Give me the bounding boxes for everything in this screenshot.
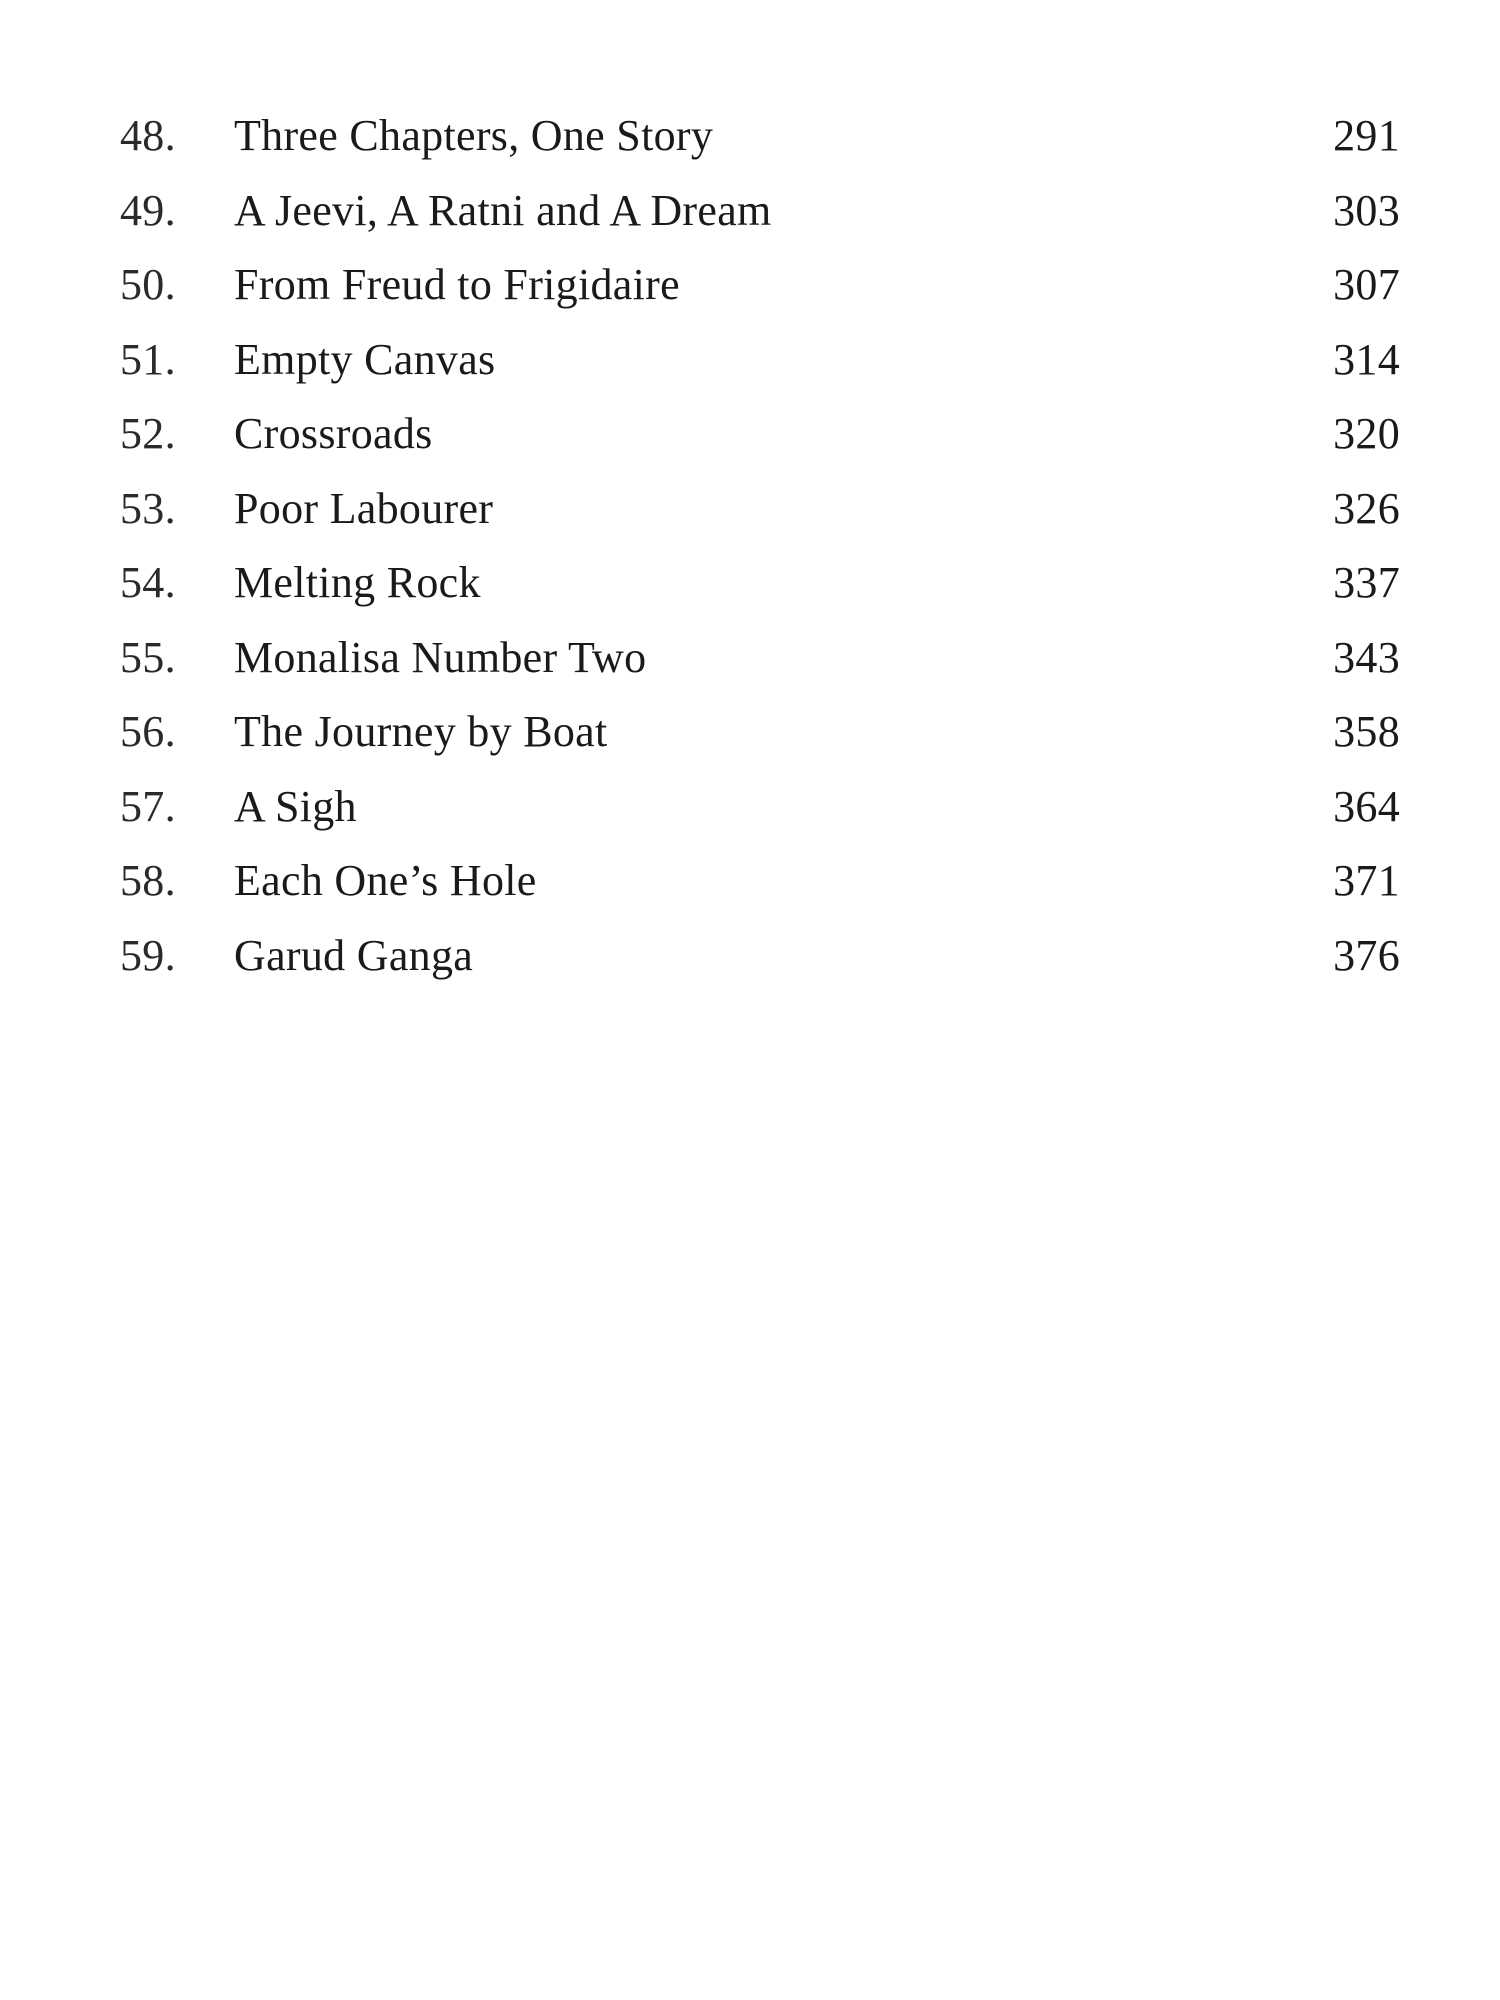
toc-entry [120, 334, 1400, 409]
toc-entry [120, 855, 1400, 930]
chapter-title: The Journey by Boat [234, 707, 608, 756]
page-number: 343 [1333, 632, 1400, 682]
chapter-title: Crossroads [234, 409, 433, 458]
chapter-number: 59. [120, 930, 176, 980]
page-number: 371 [1333, 856, 1400, 905]
chapter-number: 55. [120, 632, 176, 682]
chapter-title: A Sigh [234, 781, 357, 831]
chapter-number: 54. [120, 558, 176, 607]
page-number: 326 [1333, 483, 1400, 533]
toc-entry [120, 706, 1400, 781]
toc-entry [120, 185, 1400, 260]
page-number: 376 [1333, 930, 1400, 980]
page-number: 314 [1333, 334, 1400, 384]
page-number: 358 [1333, 707, 1400, 756]
chapter-number: 48. [120, 111, 176, 160]
chapter-title: Three Chapters, One Story [234, 111, 714, 160]
chapter-title: Garud Ganga [234, 930, 474, 980]
toc-entry [120, 557, 1400, 632]
chapter-title: From Freud to Frigidaire [234, 260, 680, 309]
chapter-title: Empty Canvas [234, 334, 496, 384]
table-of-contents [120, 110, 1400, 1004]
chapter-title: A Jeevi, A Ratni and A Dream [234, 185, 772, 235]
toc-entry [120, 483, 1400, 558]
toc-entry [120, 930, 1400, 1005]
chapter-title: Melting Rock [234, 558, 481, 607]
page-number: 291 [1333, 111, 1400, 160]
toc-entry [120, 110, 1400, 185]
page-number: 320 [1333, 409, 1400, 458]
toc-entry [120, 408, 1400, 483]
chapter-number: 56. [120, 707, 176, 756]
chapter-number: 53. [120, 483, 176, 533]
toc-entry [120, 259, 1400, 334]
chapter-number: 49. [120, 185, 176, 235]
toc-entry [120, 781, 1400, 856]
chapter-title: Poor Labourer [234, 483, 494, 533]
toc-entry [120, 632, 1400, 707]
page-number: 307 [1333, 260, 1400, 309]
chapter-number: 57. [120, 781, 176, 831]
chapter-number: 52. [120, 409, 176, 458]
chapter-number: 58. [120, 856, 176, 905]
page-number: 364 [1333, 781, 1400, 831]
page-number: 303 [1333, 185, 1400, 235]
chapter-number: 50. [120, 260, 176, 309]
page-number: 337 [1333, 558, 1400, 607]
chapter-title: Each One’s Hole [234, 856, 537, 905]
chapter-title: Monalisa Number Two [234, 632, 647, 682]
chapter-number: 51. [120, 334, 176, 384]
